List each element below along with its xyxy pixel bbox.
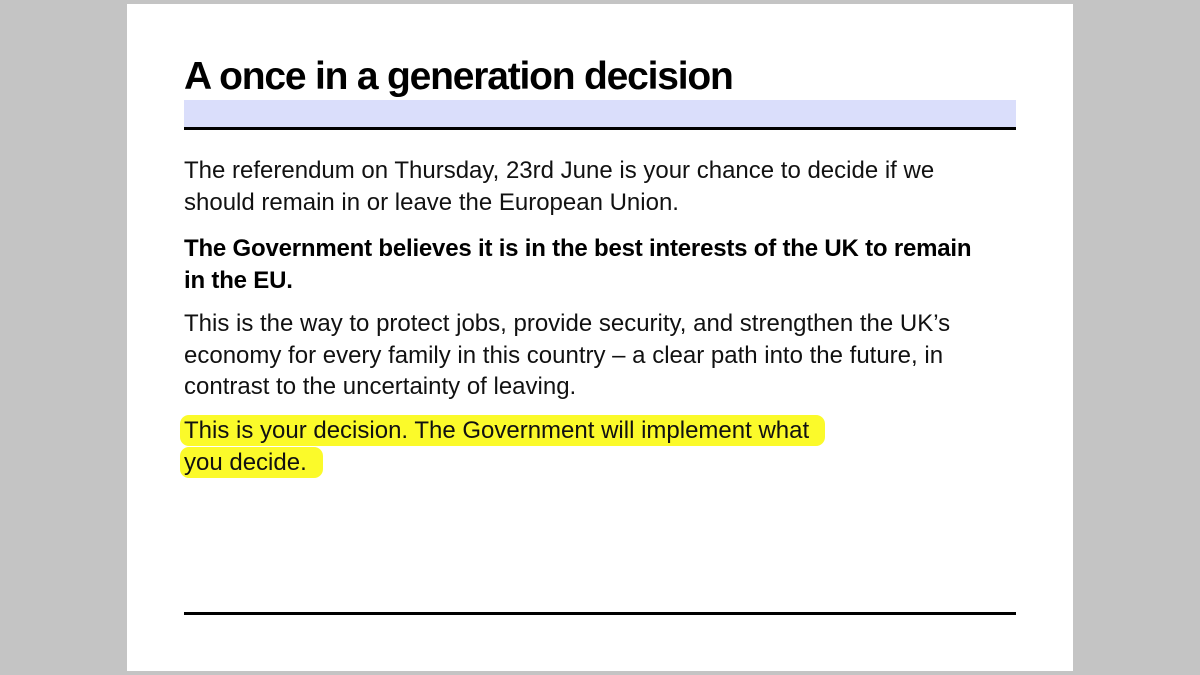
benefits-paragraph: This is the way to protect jobs, provide security, and strengthen the UK’s economy for every family in this country – a clear path into the future, in contrast to the uncertainty of leaving. (184, 310, 951, 400)
title-band (184, 100, 1016, 127)
page-title: A once in a generation decision (184, 55, 733, 98)
highlighted-line: This is your decision. The Government will implement what (180, 415, 825, 446)
highlighted-statement (180, 415, 900, 479)
document-page (127, 4, 1073, 671)
referendum-paragraph: The referendum on Thursday, 23rd June is your chance to decide if we should remain in or leave the European Union. (184, 157, 935, 216)
highlighted-line: you decide. (180, 447, 323, 478)
top-divider (184, 127, 1016, 130)
bottom-divider (184, 612, 1016, 615)
government-position-paragraph: The Government believes it is in the best interests of the UK to remain in the EU. (184, 235, 972, 294)
